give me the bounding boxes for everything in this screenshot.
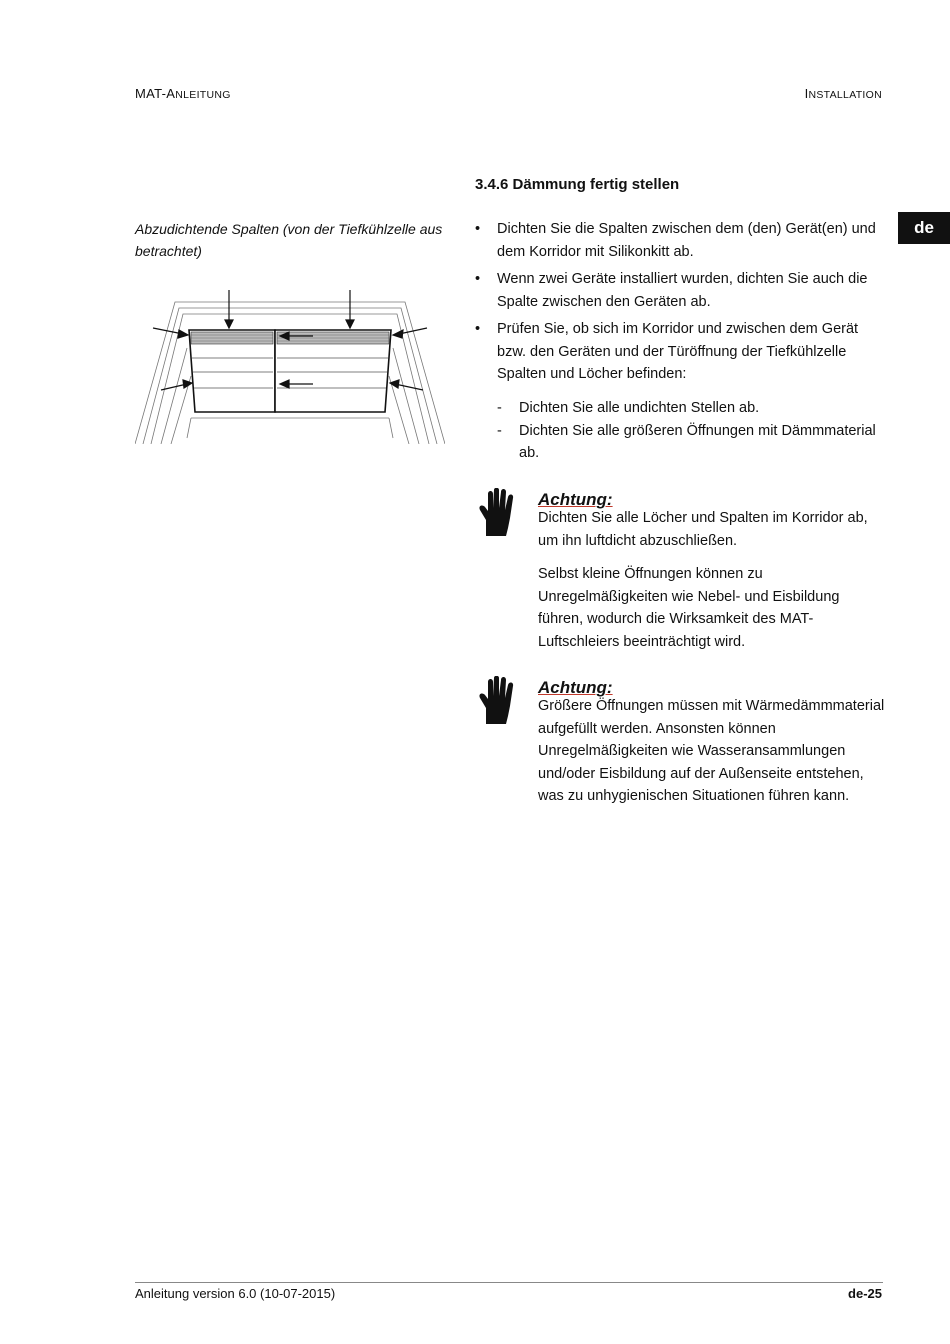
figure-caption: Abzudichtende Spalten (von der Tiefkühlzelle aus betrachtet) bbox=[135, 221, 443, 259]
running-header-left bbox=[135, 86, 231, 101]
warning-paragraph: Selbst kleine Öffnungen können zu Unregelmäßigkeiten wie Nebel- und Eisbildung führen, wodurch die Wirksamkeit des MAT-Luftschleiers beeinträchtigt wird. bbox=[538, 566, 840, 650]
header-right-smallcaps: NSTALLATION bbox=[808, 89, 882, 101]
warning-body bbox=[538, 695, 888, 819]
page-number: de-25 bbox=[848, 1286, 882, 1301]
stop-hand-icon bbox=[476, 676, 516, 726]
instruction-list bbox=[475, 218, 885, 391]
section-title: 3.4.6 Dämmung fertig stellen bbox=[475, 176, 680, 193]
warning-title: Achtung: bbox=[538, 490, 613, 509]
warning-paragraph: Dichten Sie alle Löcher und Spalten im Korridor ab, um ihn luftdicht abzuschließen. bbox=[538, 510, 868, 549]
header-right-initial: I bbox=[804, 86, 809, 101]
warning-body bbox=[538, 507, 888, 664]
list-item: • Wenn zwei Geräte installiert wurden, dichten Sie auch die Spalte zwischen den Geräten ab. bbox=[475, 268, 885, 313]
header-left-smallcaps: NLEITUNG bbox=[175, 89, 231, 101]
language-tab: de bbox=[898, 212, 950, 244]
running-header-right bbox=[805, 86, 882, 101]
footer-rule bbox=[135, 1282, 883, 1283]
list-item: • Prüfen Sie, ob sich im Korridor und zwischen dem Gerät bzw. den Geräten und der Türöffnung der Tiefkühlzelle Spalten und Löcher befinden: bbox=[475, 318, 885, 386]
list-item: - Dichten Sie alle undichten Stellen ab. bbox=[497, 397, 887, 420]
warning-title: Achtung: bbox=[538, 678, 613, 697]
list-item: • Dichten Sie die Spalten zwischen dem (den) Gerät(en) und dem Korridor mit Silikonkitt ab. bbox=[475, 218, 885, 263]
stop-hand-icon bbox=[476, 488, 516, 538]
list-item: - Dichten Sie alle größeren Öffnungen mit Dämmmaterial ab. bbox=[497, 420, 887, 465]
sub-instruction-list bbox=[497, 397, 887, 465]
installation-diagram bbox=[135, 288, 445, 444]
warning-paragraph: Größere Öffnungen müssen mit Wärmedämmmaterial aufgefüllt werden. Ansonsten können Unregelmäßigkeiten wie Wasseransammlungen und/oder Eisbildung auf der Außenseite entstehen, was zu unhygienischen Situationen führen kann. bbox=[538, 698, 885, 804]
header-left-initial: MAT-A bbox=[135, 86, 176, 101]
footer-version: Anleitung version 6.0 (10-07-2015) bbox=[135, 1286, 336, 1301]
